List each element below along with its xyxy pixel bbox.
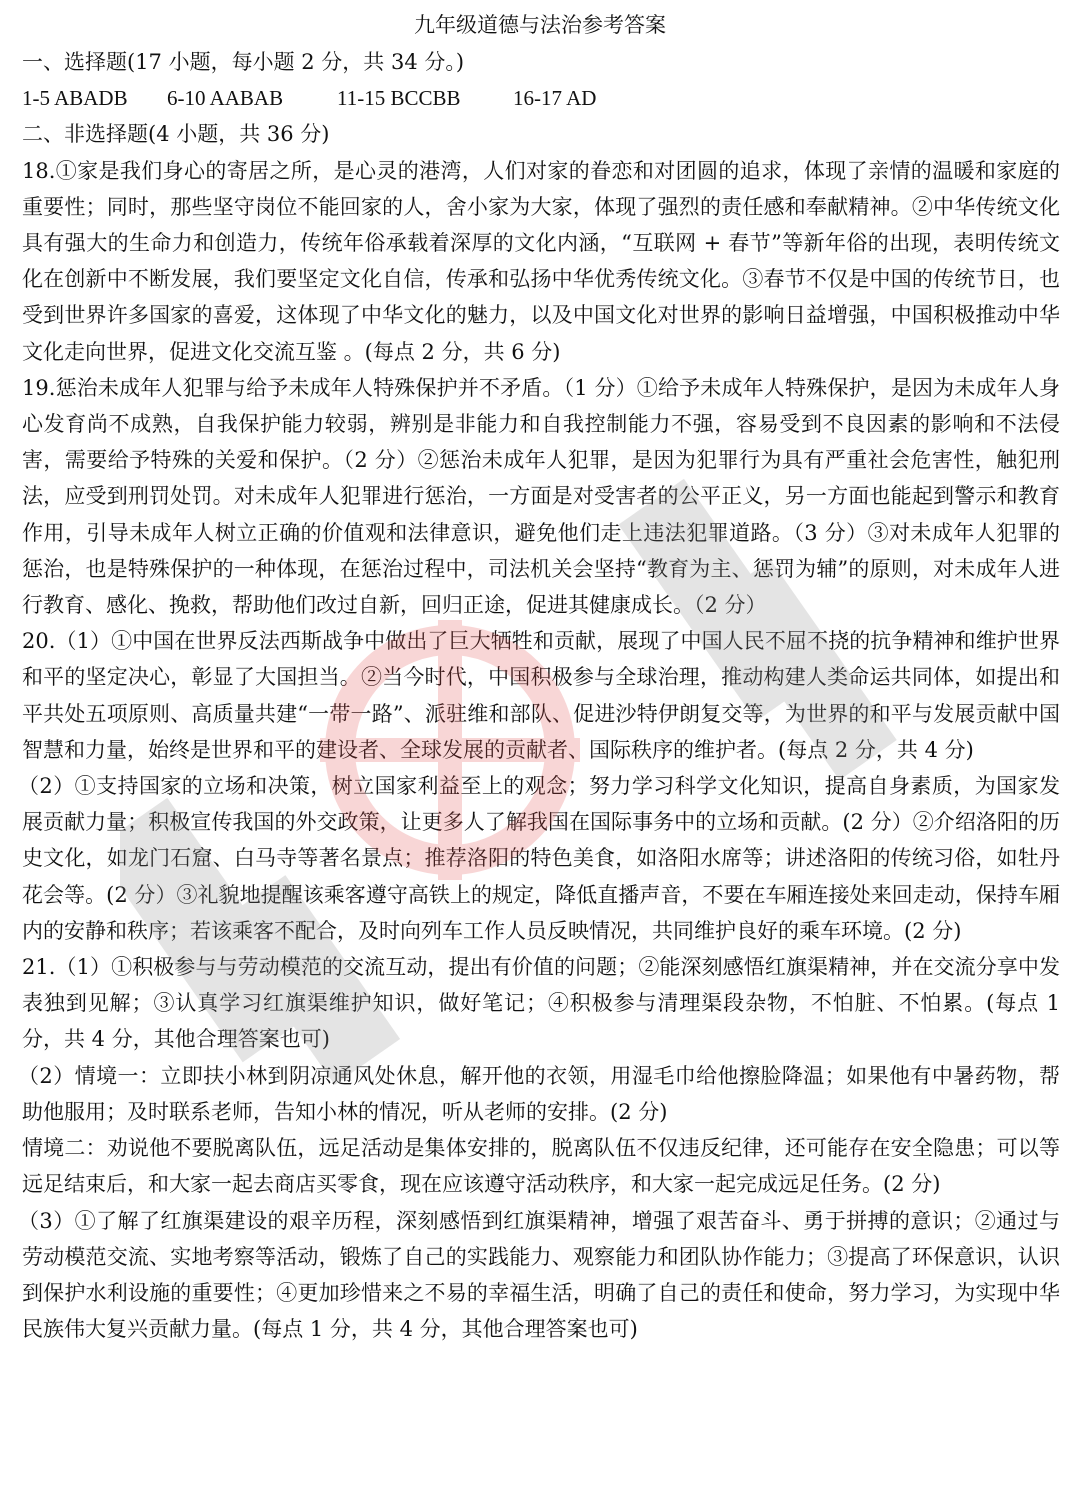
question-21-2-scenario1: （2）情境一：立即扶小林到阴凉通风处休息，解开他的衣领，用湿毛巾给他擦脸降温；如果他有中暑药物，帮助他服用；及时联系老师，告知小林的情况，听从老师的安排。(2 分) xyxy=(18,1063,1060,1124)
answer-group: 6-10 AABAB xyxy=(167,86,284,111)
question-20-1-answer: 20.（1）①中国在世界反法西斯战争中做出了巨大牺牲和贡献，展现了中国人民不屈不挠的抗争精神和维护世界和平的坚定决心，彰显了大国担当。②当今时代，中国积极参与全球治理，推动构建人类命运共同体，如提出和平共处五项原则、高质量共建“一带一路”、派驻维和部队、促进沙特伊朗复交等，为世界的和平与发展贡献中国智慧和力量，始终是世界和平的建设者、全球发展的贡献者、国际秩序的维护者。(每点 2 分，共 4 分) xyxy=(22,629,1060,762)
question-20-2-answer: （2）①支持国家的立场和决策，树立国家利益至上的观念；努力学习科学文化知识，提高自身素质，为国家发展贡献力量；积极宣传我国的外交政策，让更多人了解我国在国际事务中的立场和贡献。(2 分）②介绍洛阳的历史文化，如龙门石窟、白马寺等著名景点；推荐洛阳的特色美食，如洛阳水席等；讲述洛阳的传统习俗，如牡丹花会等。(2 分）③礼貌地提醒该乘客遵守高铁上的规定，降低直播声音，不要在车厢连接处来回走动，保持车厢内的安静和秩序；若该乘客不配合，及时向列车工作人员反映情况，共同维护良好的乘车环境。(2 分) xyxy=(18,774,1060,943)
section2-heading: 二、非选择题(4 小题，共 36 分) xyxy=(22,122,330,147)
choice-answers-row xyxy=(22,80,1060,116)
question-21-1-answer: 21.（1）①积极参与与劳动模范的交流互动，提出有价值的问题；②能深刻感悟红旗渠精神，并在交流分享中发表独到见解；③认真学习红旗渠维护知识，做好笔记；④积极参与清理渠段杂物，不怕脏、不怕累。(每点 1 分，共 4 分，其他合理答案也可) xyxy=(22,955,1060,1052)
answer-group: 16-17 AD xyxy=(513,86,597,111)
question-21-2-scenario2: 情境二：劝说他不要脱离队伍，远足活动是集体安排的，脱离队伍不仅违反纪律，还可能存在安全隐患；可以等远足结束后，和大家一起去商店买零食，现在应该遵守活动秩序，和大家一起完成远足任务。(2 分) xyxy=(22,1136,1060,1197)
page-title: 九年级道德与法治参考答案 xyxy=(414,13,666,37)
question-18-answer: 18.①家是我们身心的寄居之所，是心灵的港湾，人们对家的眷恋和对团圆的追求，体现了亲情的温暖和家庭的重要性；同时，那些坚守岗位不能回家的人，舍小家为大家，体现了强烈的责任感和奉献精神。②中华传统文化具有强大的生命力和创造力，传统年俗承载着深厚的文化内涵，“互联网 + 春节”等新年俗的出现，表明传统文化在创新中不断发展，我们要坚定文化自信，传承和弘扬中华优秀传统文化。③春节不仅是中国的传统节日，也受到世界许多国家的喜爱，这体现了中华文化的魅力，以及中国文化对世界的影响日益增强，中国积极推动中华文化走向世界，促进文化交流互鉴 。(每点 2 分，共 6 分) xyxy=(22,158,1060,364)
question-21-3-answer: （3）①了解了红旗渠建设的艰辛历程，深刻感悟到红旗渠精神，增强了艰苦奋斗、勇于拼搏的意识；②通过与劳动模范交流、实地考察等活动，锻炼了自己的实践能力、观察能力和团队协作能力；③提高了环保意识，认识到保护水利设施的重要性；④更加珍惜来之不易的幸福生活，明确了自己的责任和使命，努力学习，为实现中华民族伟大复兴贡献力量。(每点 1 分，共 4 分，其他合理答案也可) xyxy=(18,1208,1060,1342)
answer-group: 11-15 BCCBB xyxy=(337,86,461,111)
section1-heading: 一、选择题(17 小题，每小题 2 分，共 34 分。) xyxy=(22,50,465,74)
answer-content xyxy=(18,44,1060,1347)
answer-group: 1-5 ABADB xyxy=(22,86,128,111)
question-19-answer: 19.惩治未成年人犯罪与给予未成年人特殊保护并不矛盾。（1 分）①给予未成年人特殊保护，是因为未成年人身心发育尚不成熟，自我保护能力较弱，辨别是非能力和自我控制能力不强，容易受到不良因素的影响和不法侵害，需要给予特殊的关爱和保护。（2 分）②惩治未成年人犯罪，是因为犯罪行为具有严重社会危害性，触犯刑法，应受到刑罚处罚。对未成年人犯罪进行惩治，一方面是对受害者的公平正义，另一方面也能起到警示和教育作用，引导未成年人树立正确的价值观和法律意识，避免他们走上违法犯罪道路。（3 分）③对未成年人犯罪的惩治，也是特殊保护的一种体现，在惩治过程中，司法机关会坚持“教育为主、惩罚为辅”的原则，对未成年人进行教育、感化、挽救，帮助他们改过自新，回归正途，促进其健康成长。（2 分） xyxy=(22,375,1060,618)
